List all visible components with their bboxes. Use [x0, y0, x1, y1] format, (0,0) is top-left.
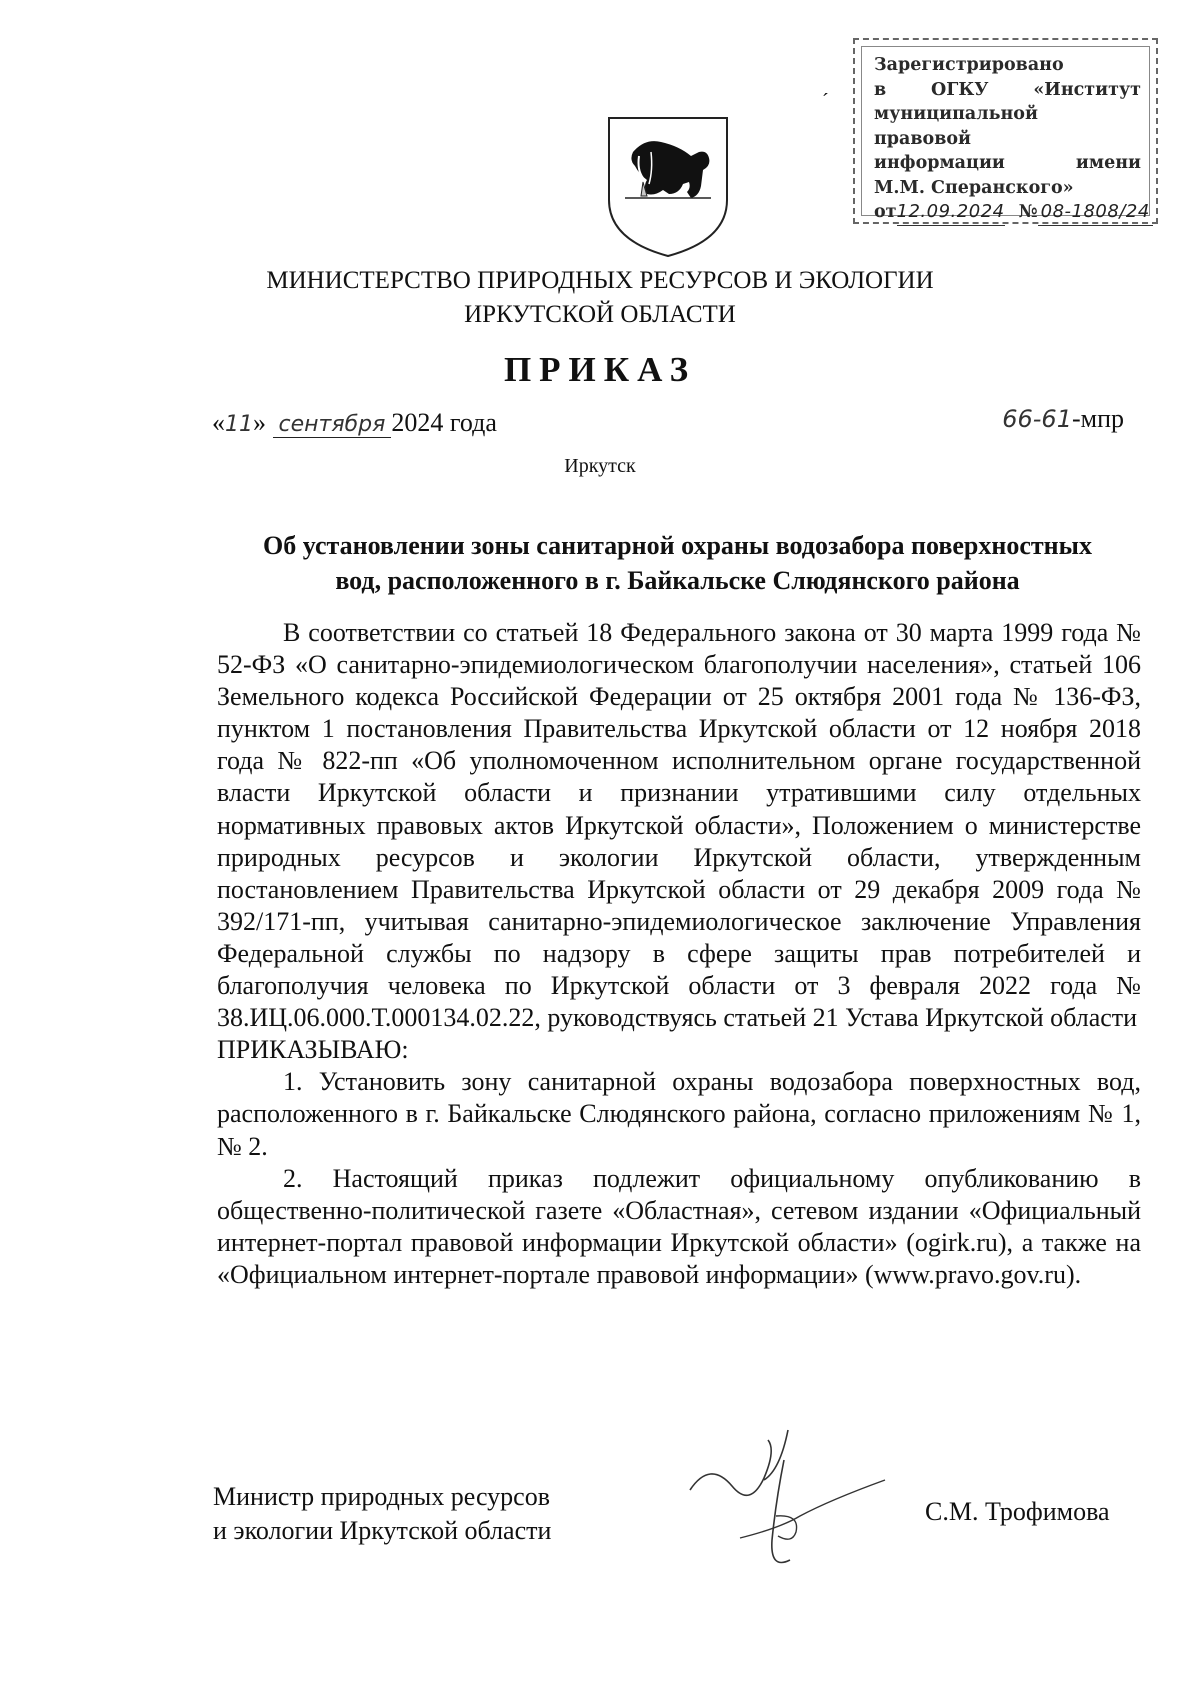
date-year: 2024 года [391, 408, 497, 437]
signatory-position: Министр природных ресурсов и экологии Иркутской области [213, 1482, 552, 1545]
stamp-line-5: М.М. Сперанского» [874, 177, 1074, 198]
stamp-date: 12.09.2024 [897, 200, 1005, 226]
coat-of-arms-icon [603, 112, 733, 260]
stamp-number: 08-1808/24 [1038, 200, 1153, 226]
document-heading: Об установлении зоны санитарной охраны водозабора поверхностных вод, расположенного в г. Байкальске Слюдянского района [263, 531, 1092, 595]
document-type: ПРИКАЗ [503, 350, 697, 389]
registration-stamp [853, 38, 1158, 224]
signatory-name: С.М. Трофимова [925, 1497, 1110, 1526]
stamp-registration-line: от 12.09.2024 № 08-1808/24 [874, 200, 1141, 226]
stamp-line-1: Зарегистрировано [874, 55, 1064, 75]
preamble-paragraph: В соответствии со статьей 18 Федерального закона от 30 марта 1999 года № 52-ФЗ «О санитарно-эпидемиологическом благополучии населения», статьей 106 Земельного кодекса Российской Федерации от 25 октября 2001 года № 136-ФЗ, пунктом 1 постановления Правительства Иркутской области от 12 ноября 2018 года № 822-пп «Об уполномоченном исполнительном органе государственной власти Иркутской области и признании утратившими силу отдельных нормативных правовых актов Иркутской области», Положением о министерстве природных ресурсов и экологии Иркутской области, утвержденным постановлением Правительства Иркутской области от 29 декабря 2009 года № 392/171-пп, учитывая санитарно-эпидемиологическое заключение Управления Федеральной службы по надзору в сфере защиты прав потребителей и благополучия человека по Иркутской области от 3 февраля 2022 года № 38.ИЦ.06.000.Т.000134.02.22, руководствуясь статьей 21 Устава Иркутской области [217, 618, 1141, 1033]
order-item-1: 1. Установить зону санитарной охраны водозабора поверхностных вод, расположенного в г. Байкальске Слюдянского района, согласно приложениям № 1, № 2. [217, 1067, 1141, 1161]
order-word: ПРИКАЗЫВАЮ: [217, 1035, 409, 1065]
order-date: «11» сентября 2024 года [212, 408, 497, 437]
stamp-line-2: в ОГКУ «Институт [874, 79, 1141, 100]
document-body [217, 617, 1141, 1291]
date-month: сентября [273, 412, 392, 438]
handwritten-signature [680, 1420, 895, 1580]
order-item-2: 2. Настоящий приказ подлежит официальному опубликованию в общественно-политической газете «Областная», сетевом издании «Официальный интернет-портал правовой информации Иркутской области» (ogirk.ru), а также на «Официальном интернет-портале правовой информации» (www.pravo.gov.ru). [217, 1163, 1141, 1289]
stamp-line-3: муниципальной правовой [874, 104, 1038, 149]
order-number: 66-61-мпр [1002, 404, 1124, 433]
city: Иркутск [564, 455, 636, 477]
ministry-name: МИНИСТЕРСТВО ПРИРОДНЫХ РЕСУРСОВ И ЭКОЛОГИИ ИРКУТСКОЙ ОБЛАСТИ [266, 267, 934, 328]
date-day: 11 [225, 412, 253, 437]
stamp-line-4: информации имени [874, 153, 1141, 173]
order-number-value: 66-61 [1002, 405, 1072, 433]
pen-mark: ˊ [822, 90, 829, 112]
